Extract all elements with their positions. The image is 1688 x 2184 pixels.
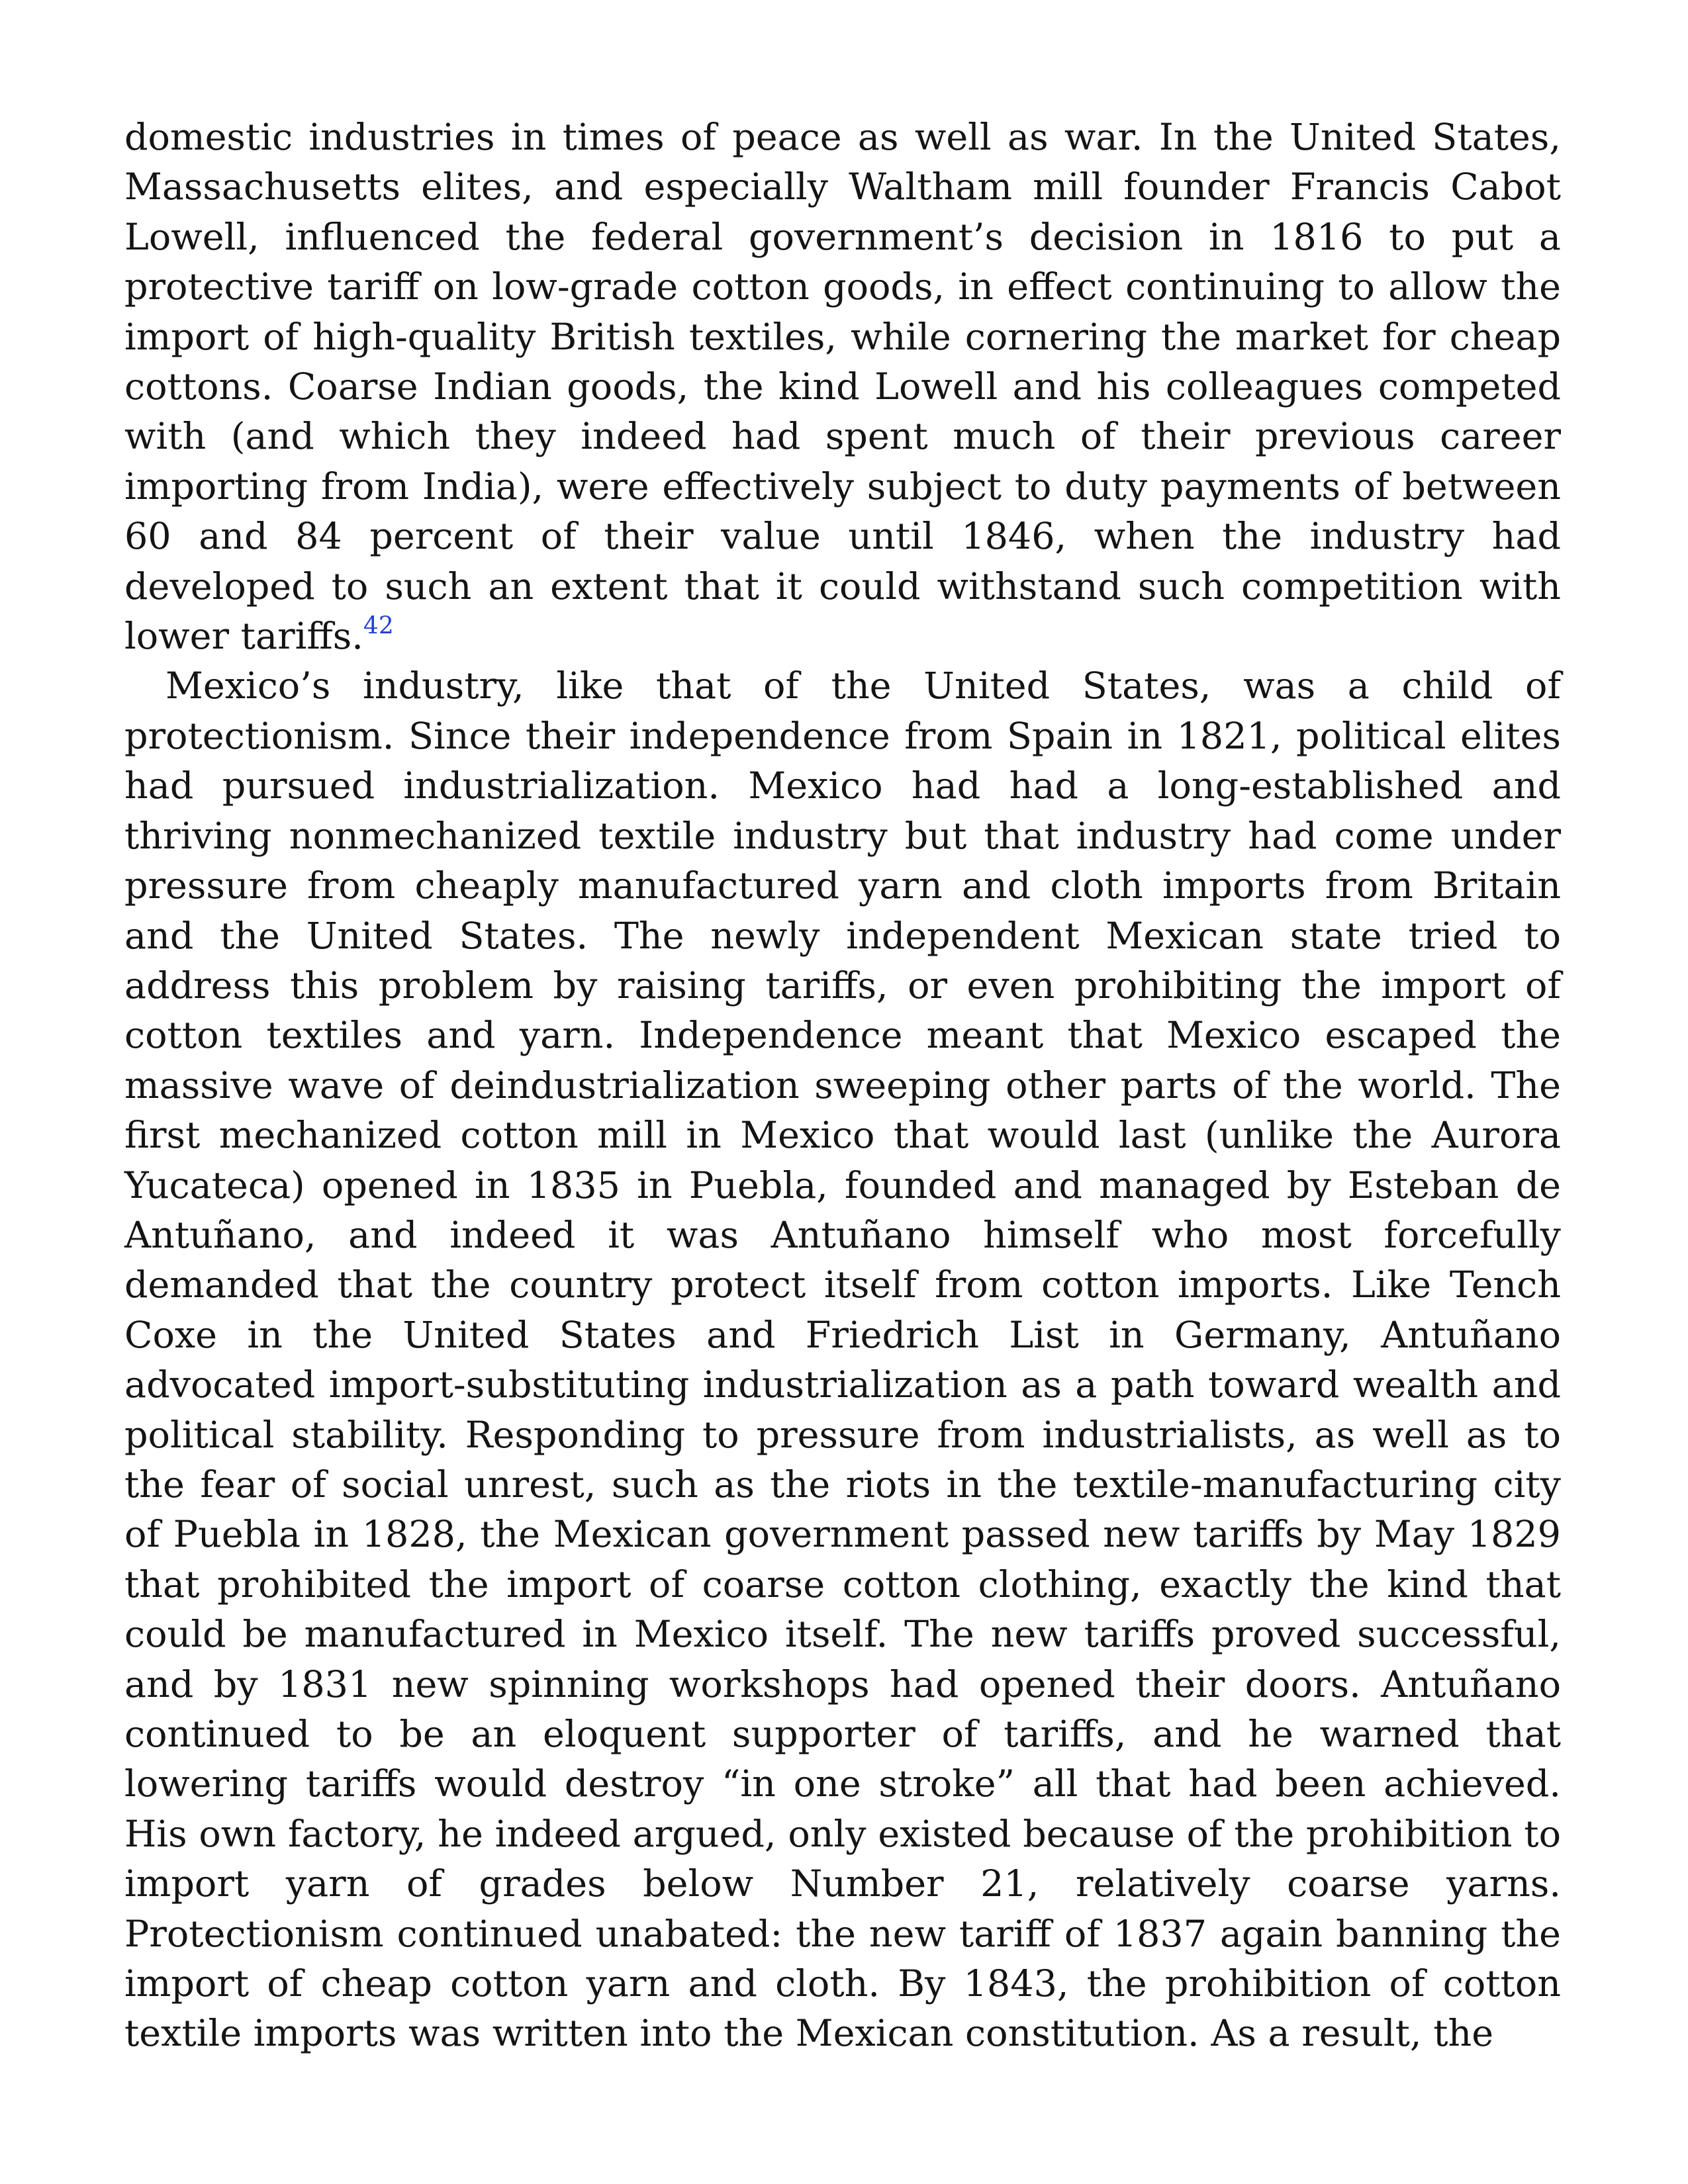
footnote-reference-42[interactable]: 42 (363, 612, 394, 640)
page-body (124, 113, 1561, 2059)
paragraph-2-text: Mexico’s industry, like that of the United States, was a child of protectionism. Since their independence from Spain in 1821, political elites had pursued industrialization. Mexico had had a long-established and thriving nonmechanized textile industry but that industry had come under pressure from cheaply manufactured yarn and cloth imports from Britain and the United States. The newly independent Mexican state tried to address this problem by raising tariffs, or even prohibiting the import of cotton textiles and yarn. Independence meant that Mexico escaped the massive wave of deindustrialization sweeping other parts of the world. The first mechanized cotton mill in Mexico that would last (unlike the Aurora Yucateca) opened in 1835 in Puebla, founded and managed by Esteban de Antuñano, and indeed it was Antuñano himself who most forcefully demanded that the country protect itself from cotton imports. Like Tench Coxe in the United States and Friedrich List in Germany, Antuñano advocated import-substituting industrialization as a path toward wealth and political stability. Responding to pressure from industrialists, as well as to the fear of social unrest, such as the riots in the textile-manufacturing city of Puebla in 1828, the Mexican government passed new tariffs by May 1829 that prohibited the import of coarse cotton clothing, exactly the kind that could be manufactured in Mexico itself. The new tariffs proved successful, and by 1831 new spinning workshops had opened their doors. Antuñano continued to be an eloquent supporter of tariffs, and he warned that lowering tariffs would destroy “in one stroke” all that had been achieved. His own factory, he indeed argued, only existed because of the prohibition to import yarn of grades below Number 21, relatively coarse yarns. Protectionism continued unabated: the new tariff of 1837 again banning the import of cheap cotton yarn and cloth. By 1843, the prohibition of cotton textile imports was written into the Mexican constitution. As a result, the (124, 664, 1561, 2056)
paragraph-1 (124, 113, 1561, 661)
paragraph-2 (124, 661, 1561, 2058)
paragraph-1-text: domestic industries in times of peace as well as war. In the United States, Massachusetts elites, and especially Waltham mill founder Francis Cabot Lowell, influenced the federal government’s decision in 1816 to put a protective tariff on low-grade cotton goods, in effect continuing to allow the import of high-quality British textiles, while cornering the market for cheap cottons. Coarse Indian goods, the kind Lowell and his colleagues competed with (and which they indeed had spent much of their previous career importing from India), were effectively subject to duty payments of between 60 and 84 percent of their value until 1846, when the industry had developed to such an extent that it could withstand such competition with lower tariffs. (124, 116, 1561, 659)
